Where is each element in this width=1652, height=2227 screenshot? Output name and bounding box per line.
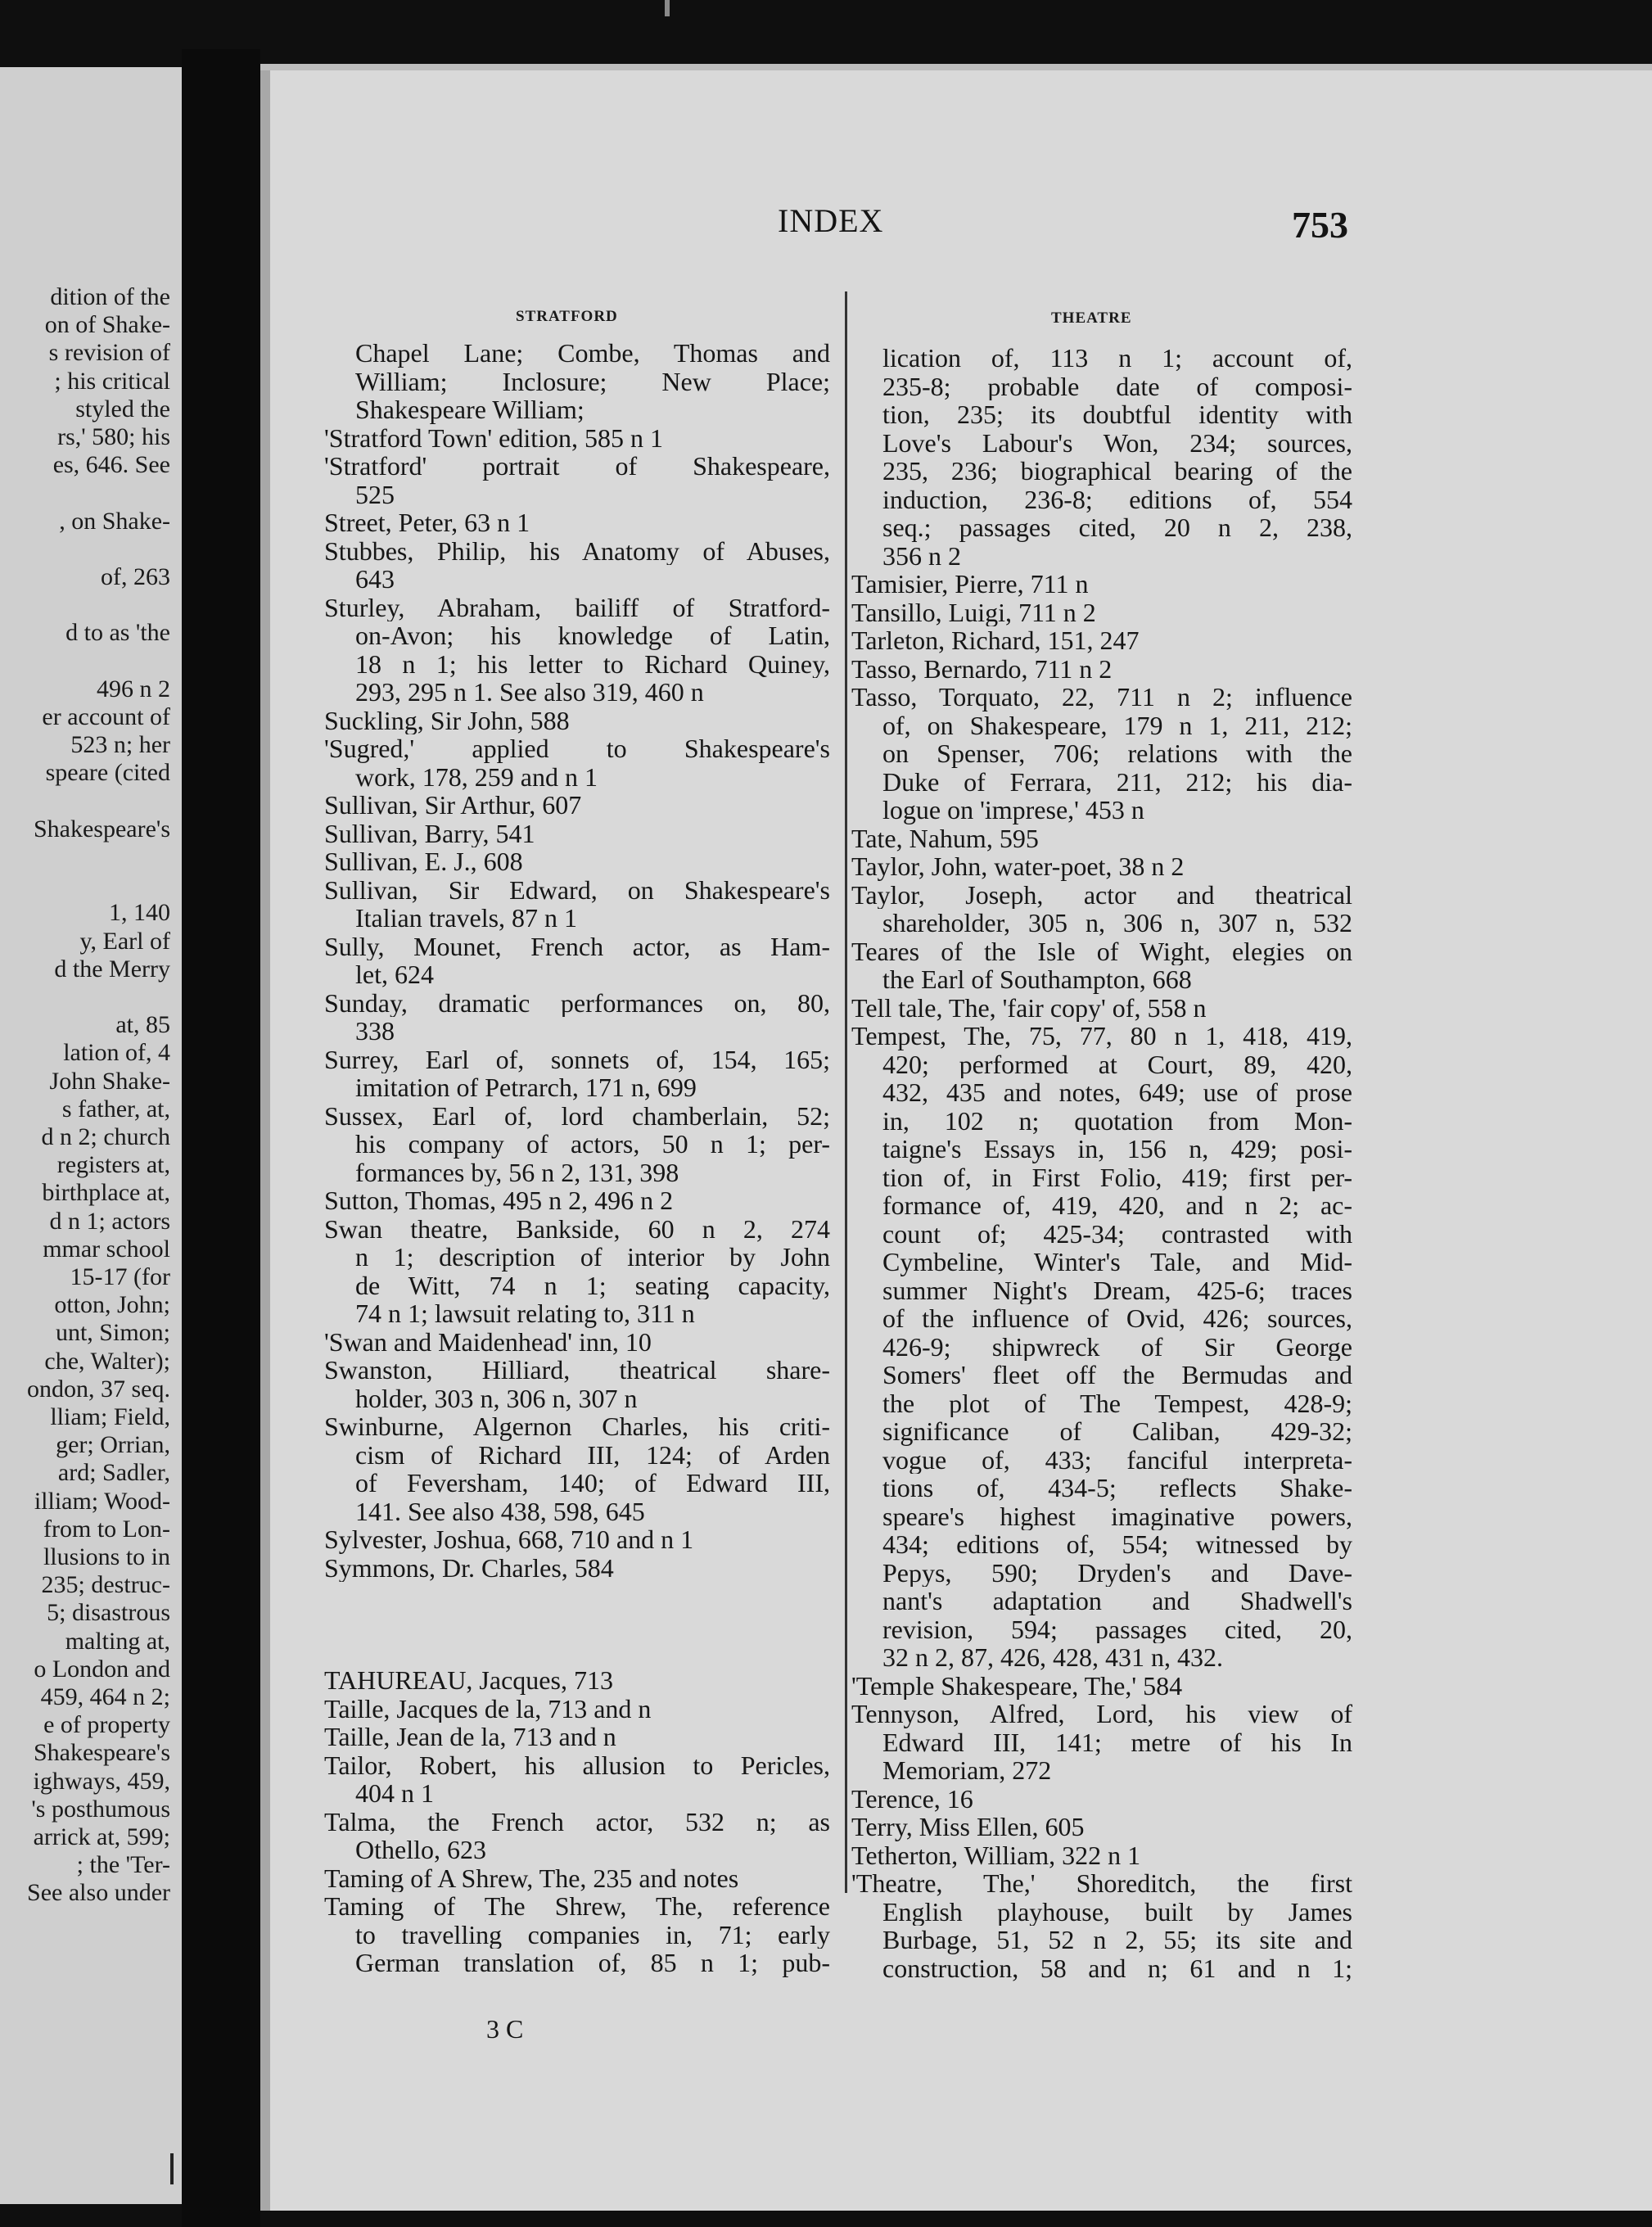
index-line: tion, 235; its doubtful identity with — [882, 400, 1352, 429]
right-column-heading: THEATRE — [1051, 309, 1132, 327]
index-line: Memoriam, 272 — [882, 1756, 1052, 1785]
index-line: 420; performed at Court, 89, 420, — [882, 1050, 1352, 1078]
left-page-line: ; the 'Ter- — [76, 1851, 170, 1879]
running-head: INDEX — [778, 202, 884, 239]
index-line: 356 n 2 — [882, 541, 961, 570]
index-line: Tasso, Bernardo, 711 n 2 — [851, 654, 1113, 683]
index-line: 'Stratford' portrait of Shakespeare, — [324, 452, 830, 481]
index-line: Sutton, Thomas, 495 n 2, 496 n 2 — [324, 1186, 674, 1215]
left-page-line: registers at, — [56, 1151, 170, 1179]
index-line: Taylor, Joseph, actor and theatrical — [851, 880, 1352, 909]
index-line: Duke of Ferrara, 211, 212; his dia- — [882, 767, 1352, 796]
left-page-line: o London and — [34, 1655, 170, 1683]
left-page-line: ; his critical — [54, 367, 170, 395]
index-line: Sylvester, Joshua, 668, 710 and n 1 — [324, 1525, 694, 1554]
left-page-line: 5; disastrous — [47, 1599, 170, 1627]
index-line: 'Sugred,' applied to Shakespeare's — [324, 734, 830, 763]
index-line: German translation of, 85 n 1; pub- — [355, 1949, 830, 1977]
index-line: cism of Richard III, 124; of Arden — [355, 1440, 830, 1469]
left-page-line: at, 85 — [115, 1011, 170, 1039]
index-line: Terry, Miss Ellen, 605 — [851, 1813, 1085, 1841]
left-page-fragment — [0, 67, 182, 2204]
index-line: revision, 594; passages cited, 20, — [882, 1615, 1352, 1643]
index-line: Italian travels, 87 n 1 — [355, 904, 578, 933]
index-line: formance of, 419, 420, and n 2; ac- — [882, 1191, 1352, 1220]
index-line: induction, 236-8; editions of, 554 — [882, 485, 1352, 513]
book-gutter — [182, 49, 260, 2227]
scan-mark — [170, 2153, 174, 2184]
left-page-line: on of Shake- — [44, 311, 170, 339]
index-line: on Spenser, 706; relations with the — [882, 739, 1352, 768]
left-page-line: 1, 140 — [109, 899, 170, 927]
index-line: Surrey, Earl of, sonnets of, 154, 165; — [324, 1045, 830, 1073]
index-line: tions of, 434-5; reflects Shake- — [882, 1474, 1352, 1502]
index-line: 235, 236; biographical bearing of the — [882, 457, 1352, 486]
index-line: 'Stratford Town' edition, 585 n 1 — [324, 423, 663, 452]
index-line: Stubbes, Philip, his Anatomy of Abuses, — [324, 536, 830, 565]
index-line: Sully, Mounet, French actor, as Ham- — [324, 932, 830, 960]
left-page-line: malting at, — [65, 1627, 170, 1655]
index-line: imitation of Petrarch, 171 n, 699 — [355, 1073, 697, 1102]
index-line: 432, 435 and notes, 649; use of prose — [882, 1078, 1352, 1107]
index-line: 235-8; probable date of composi- — [882, 372, 1352, 400]
left-page-line: 496 n 2 — [97, 675, 170, 702]
index-line: speare's highest imaginative powers, — [882, 1502, 1352, 1530]
left-page-line: Shakespeare's — [33, 1739, 170, 1767]
index-line: Sunday, dramatic performances on, 80, — [324, 988, 830, 1017]
index-line: let, 624 — [355, 960, 434, 989]
left-page-line: dition of the — [50, 283, 170, 310]
index-line: 404 n 1 — [355, 1779, 434, 1808]
index-line: Pepys, 590; Dryden's and Dave- — [882, 1558, 1352, 1587]
index-line: Sullivan, E. J., 608 — [324, 847, 523, 876]
left-column-heading: STRATFORD — [516, 308, 618, 325]
index-line: Symmons, Dr. Charles, 584 — [324, 1553, 614, 1582]
index-line: Teares of the Isle of Wight, elegies on — [851, 937, 1352, 965]
index-line: Tempest, The, 75, 77, 80 n 1, 418, 419, — [851, 1022, 1352, 1050]
left-page-line: birthplace at, — [42, 1179, 170, 1207]
index-line: to travelling companies in, 71; early — [355, 1920, 830, 1949]
index-line: Taylor, John, water-poet, 38 n 2 — [851, 852, 1185, 881]
index-line: tion of, in First Folio, 419; first per- — [882, 1163, 1352, 1191]
index-line: summer Night's Dream, 425-6; traces — [882, 1276, 1352, 1304]
left-page-line: of, 263 — [101, 563, 170, 590]
index-line: Tennyson, Alfred, Lord, his view of — [851, 1700, 1352, 1728]
left-page-line: s father, at, — [61, 1095, 170, 1123]
index-line: Suckling, Sir John, 588 — [324, 706, 570, 734]
left-page-line: 's posthumous — [31, 1795, 170, 1823]
index-line: Shakespeare William; — [355, 395, 585, 424]
index-line: Othello, 623 — [355, 1836, 486, 1864]
index-line: Sussex, Earl of, lord chamberlain, 52; — [324, 1101, 830, 1130]
index-line: 'Temple Shakespeare, The,' 584 — [851, 1671, 1183, 1700]
index-line: TAHUREAU, Jacques, 713 — [324, 1666, 613, 1695]
left-page-line: from to Lon- — [43, 1515, 170, 1543]
index-line: Swan theatre, Bankside, 60 n 2, 274 — [324, 1214, 830, 1243]
left-page-line: Shakespeare's — [33, 815, 170, 842]
left-page-line: arrick at, 599; — [33, 1823, 170, 1850]
left-page-line: s revision of — [48, 339, 170, 367]
left-page-line: er account of — [42, 703, 170, 730]
left-page-line: ondon, 37 seq. — [27, 1375, 170, 1403]
left-page-line: otton, John; — [54, 1291, 170, 1319]
index-line: Swinburne, Algernon Charles, his criti- — [324, 1412, 830, 1441]
index-line: 434; editions of, 554; witnessed by — [882, 1530, 1352, 1559]
index-line: 525 — [355, 480, 395, 508]
index-line: logue on 'imprese,' 453 n — [882, 796, 1144, 824]
index-line: Tarleton, Richard, 151, 247 — [851, 626, 1140, 655]
signature-mark: 3 C — [486, 2014, 524, 2044]
right-column — [851, 344, 1352, 1982]
index-line: of the influence of Ovid, 426; sources, — [882, 1304, 1352, 1333]
column-divider — [845, 291, 847, 1893]
left-page-line: llusions to in — [43, 1543, 170, 1570]
index-line: de Witt, 74 n 1; seating capacity, — [355, 1271, 830, 1299]
index-line: Taming of A Shrew, The, 235 and notes — [324, 1863, 739, 1892]
index-line: Terence, 16 — [851, 1784, 973, 1813]
left-page-line: che, Walter); — [44, 1347, 170, 1375]
index-line: the Earl of Southampton, 668 — [882, 965, 1192, 994]
index-line: Tetherton, William, 322 n 1 — [851, 1841, 1141, 1869]
index-line: significance of Caliban, 429-32; — [882, 1417, 1352, 1446]
left-page-line: mmar school — [43, 1235, 170, 1263]
index-line: Sullivan, Sir Edward, on Shakespeare's — [324, 875, 830, 904]
index-line: the plot of The Tempest, 428-9; — [882, 1389, 1352, 1417]
left-page-line: lliam; Field, — [50, 1403, 170, 1430]
left-page-line: ger; Orrian, — [56, 1431, 170, 1459]
scan-mark — [665, 0, 670, 16]
page-number: 753 — [1292, 204, 1348, 246]
index-line: Love's Labour's Won, 234; sources, — [882, 428, 1352, 457]
left-page-line: illiam; Wood- — [34, 1487, 170, 1515]
index-line: 'Swan and Maidenhead' inn, 10 — [324, 1327, 652, 1356]
index-line: 643 — [355, 565, 395, 594]
index-line: 'Theatre, The,' Shoreditch, the first — [851, 1869, 1352, 1898]
left-page-line: es, 646. See — [52, 451, 170, 479]
left-column — [324, 339, 830, 1977]
index-line: Sullivan, Barry, 541 — [324, 819, 535, 847]
index-line: his company of actors, 50 n 1; per- — [355, 1130, 830, 1159]
index-line: Taille, Jacques de la, 713 and n — [324, 1694, 652, 1723]
index-line: Swanston, Hilliard, theatrical share- — [324, 1356, 830, 1385]
left-page-line: rs,' 580; his — [57, 423, 170, 450]
left-page-line: y, Earl of — [79, 927, 170, 955]
index-line: nant's adaptation and Shadwell's — [882, 1587, 1352, 1615]
index-line: count of; 425-34; contrasted with — [882, 1219, 1352, 1248]
index-line: of Feversham, 140; of Edward III, — [355, 1469, 830, 1497]
left-page-line: d to as 'the — [65, 619, 170, 647]
index-line: Sullivan, Sir Arthur, 607 — [324, 791, 582, 820]
left-page-line: , on Shake- — [59, 507, 170, 535]
index-line: 141. See also 438, 598, 645 — [355, 1497, 645, 1525]
left-page-line: styled the — [75, 395, 170, 422]
left-page-line: John Shake- — [49, 1067, 170, 1095]
left-page-line: d the Merry — [54, 955, 170, 982]
index-line: Street, Peter, 63 n 1 — [324, 508, 530, 537]
index-line: shareholder, 305 n, 306 n, 307 n, 532 — [882, 909, 1352, 937]
index-line: vogue of, 433; fanciful interpreta- — [882, 1445, 1352, 1474]
index-line: 338 — [355, 1017, 395, 1046]
page-top-edge — [260, 64, 1652, 70]
index-line: taigne's Essays in, 156 n, 429; posi- — [882, 1135, 1352, 1163]
index-line: Burbage, 51, 52 n 2, 55; its site and — [882, 1926, 1352, 1954]
page-edge — [260, 64, 270, 2211]
left-page-line: 459, 464 n 2; — [40, 1683, 170, 1710]
left-page-line: d n 1; actors — [49, 1207, 170, 1235]
index-line: Talma, the French actor, 532 n; as — [324, 1807, 830, 1836]
index-line: Tamisier, Pierre, 711 n — [851, 570, 1089, 599]
index-line: construction, 58 and n; 61 and n 1; — [882, 1954, 1352, 1982]
letter-section-gap — [324, 1582, 830, 1666]
index-line: 293, 295 n 1. See also 319, 460 n — [355, 678, 704, 707]
index-line: Somers' fleet off the Bermudas and — [882, 1361, 1352, 1389]
index-line: n 1; description of interior by John — [355, 1243, 830, 1272]
index-line: seq.; passages cited, 20 n 2, 238, — [882, 513, 1352, 542]
index-line: English playhouse, built by James — [882, 1897, 1352, 1926]
left-page-line: ighways, 459, — [33, 1767, 170, 1795]
index-line: Tasso, Torquato, 22, 711 n 2; influence — [851, 683, 1352, 711]
index-line: 32 n 2, 87, 426, 428, 431 n, 432. — [882, 1643, 1223, 1672]
index-line: Tailor, Robert, his allusion to Pericles, — [324, 1750, 830, 1779]
index-line: Tate, Nahum, 595 — [851, 824, 1039, 852]
left-page-line: 235; destruc- — [41, 1571, 170, 1599]
index-line: William; Inclosure; New Place; — [355, 367, 830, 395]
index-line: Tansillo, Luigi, 711 n 2 — [851, 598, 1096, 626]
index-line: Cymbeline, Winter's Tale, and Mid- — [882, 1248, 1352, 1276]
index-line: Sturley, Abraham, bailiff of Stratford- — [324, 593, 830, 621]
left-page-line: d n 2; church — [41, 1123, 170, 1150]
index-line: Taille, Jean de la, 713 and n — [324, 1723, 616, 1751]
index-line: formances by, 56 n 2, 131, 398 — [355, 1158, 679, 1186]
left-page-line: 523 n; her — [70, 731, 170, 759]
index-line: Chapel Lane; Combe, Thomas and — [355, 339, 830, 368]
index-line: 74 n 1; lawsuit relating to, 311 n — [355, 1299, 695, 1328]
left-page-line: 15-17 (for — [70, 1263, 170, 1290]
index-line: work, 178, 259 and n 1 — [355, 762, 598, 791]
index-line: 426-9; shipwreck of Sir George — [882, 1332, 1352, 1361]
left-page-line: lation of, 4 — [63, 1039, 170, 1067]
left-page-line: ard; Sadler, — [57, 1459, 170, 1487]
left-page-line: speare (cited — [45, 759, 170, 787]
index-line: Taming of The Shrew, The, reference — [324, 1892, 830, 1921]
index-line: lication of, 113 n 1; account of, — [882, 344, 1352, 373]
index-line: in, 102 n; quotation from Mon- — [882, 1106, 1352, 1135]
left-page-line: unt, Simon; — [55, 1319, 170, 1347]
left-page-line: e of property — [43, 1711, 170, 1739]
index-line: of, on Shakespeare, 179 n 1, 211, 212; — [882, 711, 1352, 739]
index-line: on-Avon; his knowledge of Latin, — [355, 621, 830, 650]
index-line: 18 n 1; his letter to Richard Quiney, — [355, 649, 830, 678]
index-line: holder, 303 n, 306 n, 307 n — [355, 1384, 638, 1412]
index-line: Tell tale, The, 'fair copy' of, 558 n — [851, 993, 1207, 1022]
left-page-line: See also under — [27, 1879, 170, 1907]
index-line: Edward III, 141; metre of his In — [882, 1728, 1352, 1756]
